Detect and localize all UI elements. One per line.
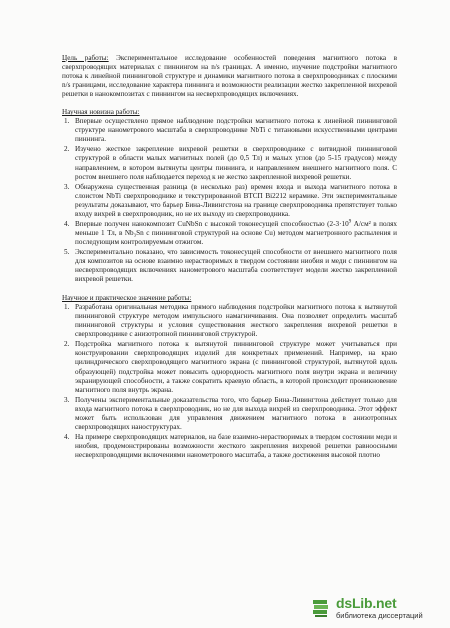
- goal-paragraph: [62, 54, 397, 99]
- practical-list: [62, 303, 397, 460]
- list-item: [62, 248, 397, 284]
- list-item-text: Получены экспериментальные доказательства того, что барьер Бина-Ливингтона действует только для входа магнитного потока в сверхпроводник, но не для выхода вихрей из сверхпроводника. Этот эффект может быть использован для управления движением магнитного потока в анизотропных сверхпроводящих наноструктурах.: [75, 395, 397, 431]
- list-item-text: Разработана оригинальная методика прямого наблюдения подстройки магнитного потока к вытянутой пиннинговой структуре методом импульсного намагничивания. Она позволяет определить масштаб пиннинговой структуры и условия существования жесткого закрепления вихревой решетки в сверхпроводнике с анизотропной пиннинговой структурой.: [75, 303, 397, 339]
- list-number: 1.: [64, 117, 70, 126]
- list-item-text: Обнаружена существенная разница (в несколько раз) времен входа и выхода магнитного потока в слоистом NbTi сверхпроводнике и текстурированной ВТСП Bi2212 керамике. Эти экспериментальные результаты доказывают, что барьер Бина-Ливингстона на границе сверхпроводника препятствует только входу вихрей в сверхпроводник, но не их выходу из сверхпроводника.: [75, 182, 397, 218]
- watermark-title: dsLib.net: [336, 595, 397, 611]
- list-item-text: Экспериментально показано, что зависимость токонесущей способности от внешнего магнитного поля для композитов на основе взаимно нерастворимых в твердом состоянии ниобия и меди с пиннингом на несверхпроводящих включениях нанометрового масштаба соответствует модели жестко закрепленной вихревой решетки.: [75, 247, 397, 284]
- superscript: 9: [348, 219, 352, 225]
- list-item: [62, 145, 397, 181]
- document-body: [62, 54, 397, 461]
- list-item: [62, 340, 397, 394]
- list-number: 4.: [64, 432, 70, 441]
- novelty-heading: Научная новизна работы:: [62, 108, 140, 117]
- list-item-text: Подстройка магнитного потока к вытянутой пиннинговой структуре может учитываться при конструировании сверхпроводящих изделий для конкретных применений. Например, на краю цилиндрического сверхпроводящего магнитного экрана (с пиннинговой структурой, вытянутой вдоль образующей) подстройка может повысить однородность магнитного поля внутри экрана и величину экранирующей способности, а также сократить краевую область, в которой происходит проникновение магнитного поля внутрь экрана.: [75, 340, 397, 394]
- list-item: [62, 433, 397, 460]
- book-stack-icon: [312, 598, 330, 618]
- list-number: 3.: [64, 395, 70, 404]
- text-fragment: А/см² в полях меньше 1 Тл, в Nb₃Sn с пиннинговой структурой на основе Cu) методом магнетронного распыления и последующим контролируемым отжигом.: [75, 219, 398, 246]
- list-item-text: Впервые осуществлено прямое наблюдение подстройки магнитного потока к линейной пиннинговой структуре нанометрового масштаба в сверхпроводнике NbTi с титановыми искусственными центрами пиннинга.: [75, 117, 397, 144]
- list-number: 2.: [64, 340, 70, 349]
- list-number: 3.: [64, 182, 70, 191]
- list-item: [62, 117, 397, 144]
- list-number: 2.: [64, 145, 70, 154]
- list-number: 1.: [64, 303, 70, 312]
- practical-heading: Научное и практическое значение работы:: [62, 294, 192, 303]
- list-number: 4.: [64, 219, 70, 228]
- novelty-list: [62, 117, 397, 284]
- text-fragment: Впервые получен нанокомпозит CuNbSn с высокой токонесущей способностью (2-3·10: [75, 219, 349, 228]
- list-item: [62, 220, 397, 247]
- list-item-text: Изучено жесткое закрепление вихревой решетки в сверхпроводнике с витвидной пиннинговой структурой в области малых магнитных полей (до 0,5 Тл) и малых углов (до 5-15 градусов) между направлением, в котором вытянуты центры пиннинга, и направлением внешнего магнитного поля. С ростом внешнего поля наблюдается переход к не жестко закрепленной вихревой решетки.: [75, 145, 397, 181]
- list-item: [62, 183, 397, 219]
- list-item: [62, 303, 397, 339]
- goal-heading: Цель работы:: [62, 54, 109, 62]
- watermark-subtitle: библиотека диссертаций: [336, 611, 423, 620]
- list-item-text: [75, 220, 397, 247]
- list-number: 5.: [64, 247, 70, 256]
- goal-text: Экспериментальное исследование особенностей поведения магнитного потока в сверхпроводящих материалах с пиннингом на n/s границах. А именно, изучение подстройки магнитного потока к линейной пиннинговой структуре и динамики магнитного потока в сверхпроводниках с плоскими n/s границами, исследование характера пиннинга и возможности реализации жестко закрепленной вихревой решетки в нанокомпозитах с пиннингом на несверхпроводящих включениях.: [62, 54, 397, 99]
- list-item-text: На примере сверхпроводящих материалов, на базе взаимно-нерастворимых в твердом состоянии меди и ниобия, продемонстрированы возможности жесткого закрепления вихревой решетки равноосными несверхпроводящими включениями нанометрового масштаба, а также достижения высокой плотно: [75, 432, 397, 459]
- list-item: [62, 396, 397, 432]
- watermark-logo: [312, 594, 442, 622]
